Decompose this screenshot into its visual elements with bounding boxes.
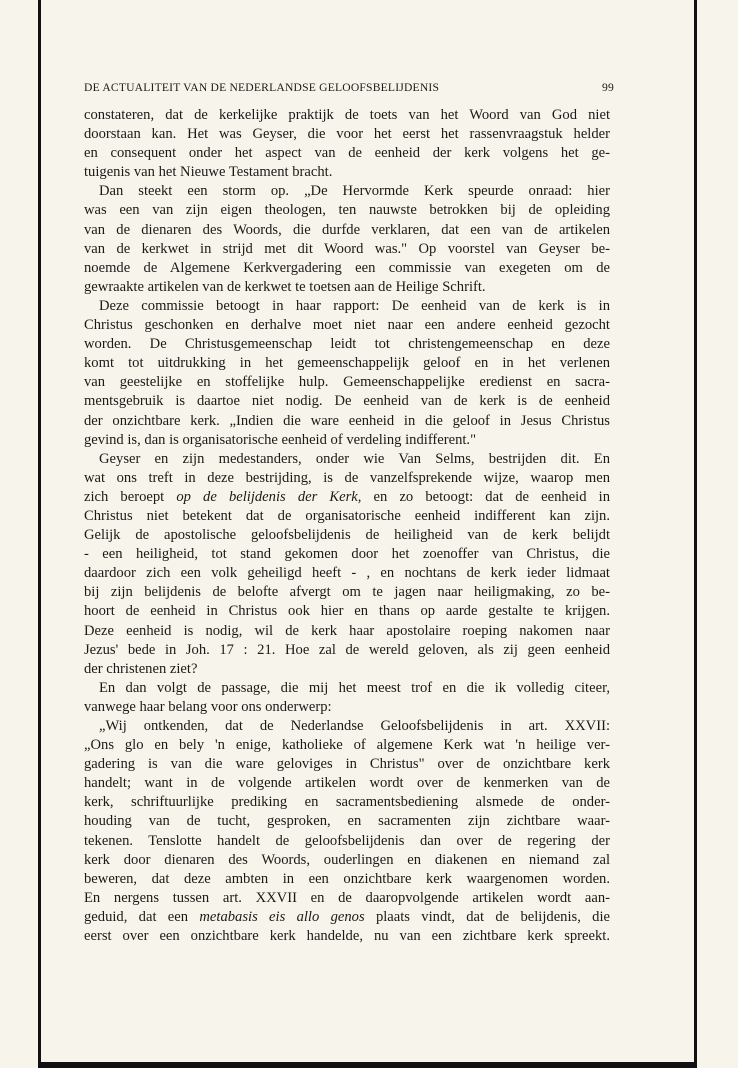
text-line: kerk door dienaren des Woords, ouderlingen en diakenen en niemand zal <box>84 851 610 868</box>
text-line: Christus geschonken en derhalve moet niet naar een andere eenheid gezocht <box>84 317 610 334</box>
text-line: noemde de Algemene Kerkvergadering een commissie van exegeten om de <box>84 259 610 276</box>
text-line: daardoor zich een volk geheiligd heeft - , en nochtans de kerk ieder lidmaat <box>84 565 610 582</box>
text-line: worden. De Christusgemeenschap leidt tot christengemeenschap en deze <box>84 336 610 353</box>
line-text-after: en zo betoogt: dat de eenheid in <box>361 488 611 505</box>
text-line: bij zijn belijdenis de belofte afvergt om te jagen naar heiligmaking, zo be- <box>84 584 610 601</box>
paragraph-start-line: „Wij ontkenden, dat de Nederlandse Geloofsbelijdenis in art. XXVII: <box>99 718 610 734</box>
text-line: van geestelijke en stoffelijke hulp. Gemeenschappelijke eredienst en sacra- <box>84 374 610 391</box>
paragraph-start-line: Geyser en zijn medestanders, onder wie Van Selms, bestrijden dit. En <box>99 450 610 467</box>
text-line-with-italic <box>84 488 610 507</box>
text-line: En nergens tussen art. XXVII en de daaropvolgende artikelen wordt aan- <box>84 889 610 906</box>
paragraph-start-line: Deze commissie betoogt in haar rapport: De eenheid van de kerk is in <box>99 297 610 314</box>
page-number: 99 <box>602 81 614 94</box>
text-line: „Ons glo en bely 'n enige, katholieke of algemene Kerk wat 'n heilige ver- <box>84 737 610 754</box>
text-line-with-italic <box>84 908 610 927</box>
text-line: was een van zijn eigen theologen, ten nauwste betrokken bij de opleiding <box>84 202 610 219</box>
text-line: vanwege haar belang voor ons onderwerp: <box>84 698 332 715</box>
text-line: Jezus' bede in Joh. 17 : 21. Hoe zal de wereld geloven, als zij geen eenheid <box>84 641 610 658</box>
text-line: handelt; want in de volgende artikelen wordt over de kenmerken van de <box>84 775 610 792</box>
line-text-after: plaats vindt, dat de belijdenis, die <box>364 908 610 925</box>
text-line: komt tot uitdrukking in het gemeenschappelijk geloof en in het verlenen <box>84 355 610 372</box>
paragraph-start-line: Dan steekt een storm op. „De Hervormde Kerk speurde onraad: hier <box>99 183 610 200</box>
text-line: der christenen ziet? <box>84 660 198 677</box>
text-line: kerk, schriftuurlijke prediking en sacramentsbediening alsmede de onder- <box>84 794 610 811</box>
text-line: der onzichtbare kerk. „Indien die ware eenheid in die geloof in Jesus Christus <box>84 412 610 429</box>
running-head-title: DE ACTUALITEIT VAN DE NEDERLANDSE GELOOFSBELIJDENIS <box>84 81 440 94</box>
line-text-before: zich beroept <box>84 488 177 505</box>
text-line: constateren, dat de kerkelijke praktijk de toets van het Woord van God niet <box>84 107 610 123</box>
text-line: gewraakte artikelen van de kerkwet te toetsen aan de Heilige Schrift. <box>84 278 486 295</box>
italic-phrase: op de belijdenis der Kerk, <box>176 488 362 505</box>
text-line: en consequent onder het aspect van de eenheid der kerk volgens het ge- <box>84 145 610 162</box>
text-line: van de kerkwet in strijd met dit Woord was." Op voorstel van Geyser be- <box>84 240 610 257</box>
text-line: Christus niet betekent dat de organisatorische eenheid indifferent kan zijn. <box>84 507 610 524</box>
text-line: gadering is van die ware geloviges in Christus" over de onzichtbare kerk <box>84 756 610 773</box>
text-line: doorstaan kan. Het was Geyser, die voor het eerst het rassenvraagstuk helder <box>84 126 610 143</box>
text-line: mentsgebruik is daartoe niet nodig. De eenheid van de kerk is de eenheid <box>84 393 610 410</box>
italic-phrase: metabasis eis allo genos <box>199 908 365 925</box>
text-line: tuigenis van het Nieuwe Testament bracht. <box>84 164 333 181</box>
text-line: wat ons treft in deze bestrijding, is de vanzelfsprekende wijze, waarop men <box>84 469 610 486</box>
text-line: - een heiligheid, tot stand gekomen door het zoenoffer van Christus, die <box>84 546 610 563</box>
running-head <box>84 74 614 98</box>
line-text-before: geduid, dat een <box>84 908 200 925</box>
paragraph-start-line: En dan volgt de passage, die mij het meest trof en die ik volledig citeer, <box>99 679 610 696</box>
text-line: eerst over een onzichtbare kerk handelde, nu van een zichtbare kerk spreekt. <box>84 928 610 945</box>
scan-border-right <box>694 0 697 1068</box>
text-line: Deze eenheid is nodig, wil de kerk haar apostolaire roeping nakomen naar <box>84 622 610 639</box>
text-line: tekenen. Tenslotte handelt de geloofsbelijdenis dan over de regering der <box>84 832 610 849</box>
text-line: hoort de eenheid in Christus ook hier en thans op aarde gestalte te krijgen. <box>84 603 610 620</box>
text-line: van de dienaren des Woords, die durfde verklaren, dat een van de artikelen <box>84 221 610 238</box>
text-line: gevind is, dan is organisatorische eenheid of verdeling indifferent." <box>84 431 477 448</box>
book-page <box>84 74 614 946</box>
scan-border-bottom <box>38 1062 697 1068</box>
text-line: Gelijk de apostolische geloofsbelijdenis de heiligheid van de kerk belijdt <box>84 527 610 544</box>
text-line: houding van de tucht, gesproken, en sacramenten zijn zichtbare waar- <box>84 813 610 830</box>
scan-border-left <box>38 0 41 1068</box>
body-text <box>84 106 610 946</box>
text-line: beweren, dat deze ambten in een onzichtbare kerk waargenomen worden. <box>84 870 610 887</box>
